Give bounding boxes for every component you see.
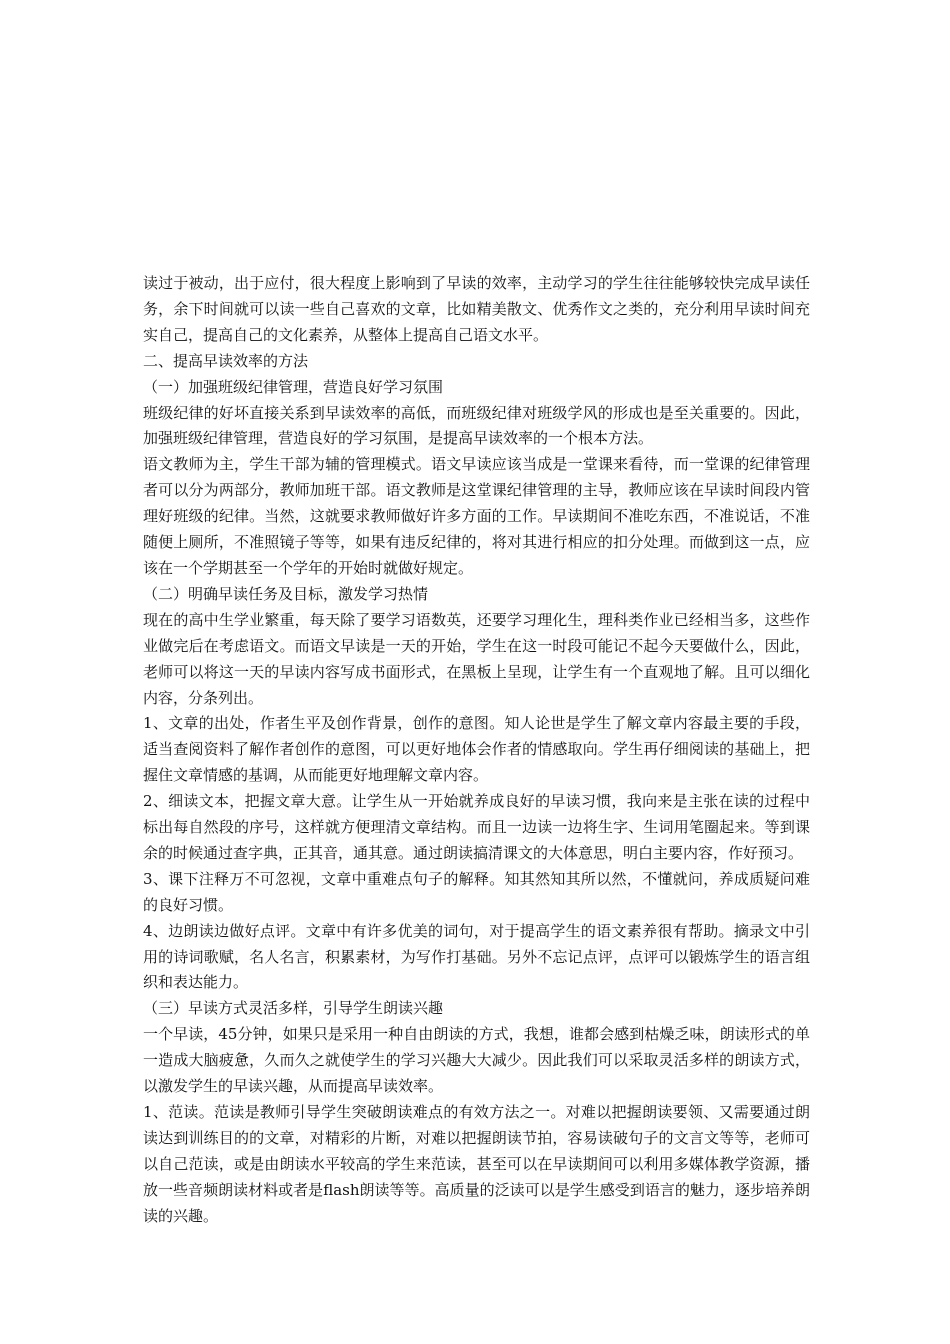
section-heading-methods: 二、提高早读效率的方法: [143, 351, 309, 370]
document-page: [143, 271, 810, 1230]
paragraph-discipline-importance: 班级纪律的好坏直接关系到早读效率的高低，而班级纪律对班级学风的形成也是至关重要的。因此，加强班级纪律管理，营造良好的学习氛围，是提高早读效率的一个根本方法。: [143, 403, 810, 448]
subsection-heading-discipline: （一）加强班级纪律管理，营造良好学习氛围: [143, 377, 444, 396]
list-item-model-reading: 1、范读。范读是教师引导学生突破朗读难点的有效方法之一。对难以把握朗读要领、又需要通过朗读达到训练目的的文章，对精彩的片断，对难以把握朗读节拍，容易读破句子的文言文等等，老师可以自己范读，或是由朗读水平较高的学生来范读，甚至可以在早读期间可以利用多媒体教学资源，播放一些音频朗读材料或者是flash朗读等等。高质量的泛读可以是学生感受到语言的魅力，逐步培养朗读的兴趣。: [143, 1103, 810, 1225]
paragraph-intro-continued: 读过于被动，出于应付，很大程度上影响到了早读的效率，主动学习的学生往往能够较快完成早读任务，余下时间就可以读一些自己喜欢的文章，比如精美散文、优秀作文之类的，充分利用早读时间充实自己，提高自己的文化素养，从整体上提高自己语文水平。: [143, 274, 810, 344]
list-item-background: 1、文章的出处，作者生平及创作背景，创作的意图。知人论世是学生了解文章内容最主要的手段，适当查阅资料了解作者创作的意图，可以更好地体会作者的情感取向。学生再仔细阅读的基础上，把握住文章情感的基调，从而能更好地理解文章内容。: [143, 714, 810, 785]
paragraph-reading-variety: 一个早读，45分钟，如果只是采用一种自由朗读的方式，我想，谁都会感到枯燥乏味，朗读形式的单一造成大脑疲惫，久而久之就使学生的学习兴趣大大减少。因此我们可以采取灵活多样的朗读方式，以激发学生的早读兴趣，从而提高早读效率。: [143, 1025, 810, 1096]
paragraph-student-workload: 现在的高中生学业繁重，每天除了要学习语数英，还要学习理化生，理科类作业已经相当多，这些作业做完后在考虑语文。而语文早读是一天的开始，学生在这一时段可能记不起今天要做什么，因此，老师可以将这一天的早读内容写成书面形式，在黑板上呈现，让学生有一个直观地了解。且可以细化内容，分条列出。: [143, 610, 810, 707]
paragraph-management-model: 语文教师为主，学生干部为辅的管理模式。语文早读应该当成是一堂课来看待，而一堂课的纪律管理者可以分为两部分，教师加班干部。语文教师是这堂课纪律管理的主导，教师应该在早读时间段内管理好班级的纪律。当然，这就要求教师做好许多方面的工作。早读期间不准吃东西，不准说话，不准随便上厕所，不准照镜子等等，如果有违反纪律的，将对其进行相应的扣分处理。而做到这一点，应该在一个学期甚至一个学年的开始时就做好规定。: [143, 455, 810, 577]
list-item-close-reading: 2、细读文本，把握文章大意。让学生从一开始就养成良好的早读习惯，我向来是主张在读的过程中标出每自然段的序号，这样就方便理清文章结构。而且一边读一边将生字、生词用笔圈起来。等到课余的时候通过查字典，正其音，通其意。通过朗读搞清课文的大体意思，明白主要内容，作好预习。: [143, 792, 810, 862]
subsection-heading-goals: （二）明确早读任务及目标，激发学习热情: [143, 584, 429, 603]
list-item-commentary: 4、边朗读边做好点评。文章中有许多优美的词句，对于提高学生的语文素养很有帮助。摘录文中引用的诗词歌赋，名人名言，积累素材，为写作打基础。另外不忘记点评，点评可以锻炼学生的语言组织和表达能力。: [143, 921, 810, 992]
subsection-heading-methods-variety: （三）早读方式灵活多样，引导学生朗读兴趣: [143, 999, 444, 1018]
list-item-annotations: 3、课下注释万不可忽视，文章中重难点句子的解释。知其然知其所以然，不懂就问，养成质疑问难的良好习惯。: [143, 869, 810, 914]
